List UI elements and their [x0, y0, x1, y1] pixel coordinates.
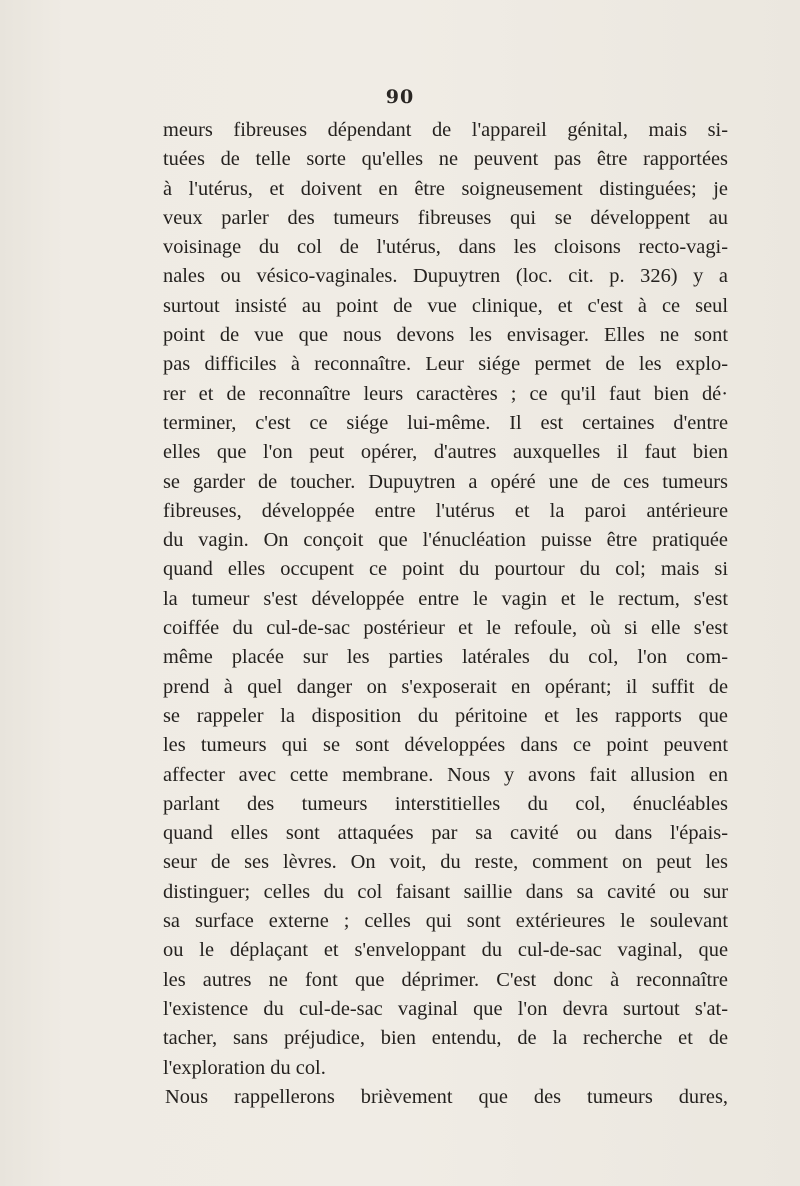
text-line: tacher, sans préjudice, bien entendu, de la recherche et de: [163, 1027, 728, 1050]
text-line: rer et de reconnaître leurs caractères ; ce qu'il faut bien dé·: [163, 382, 728, 405]
text-line: affecter avec cette membrane. Nous y avons fait allusion en: [163, 763, 728, 786]
page-number: 90: [385, 86, 415, 108]
text-line: prend à quel danger on s'exposerait en opérant; il suffit de: [163, 675, 728, 698]
text-line: elles que l'on peut opérer, d'autres auxquelles il faut bien: [163, 441, 728, 464]
text-line: ou le déplaçant et s'enveloppant du cul-de-sac vaginal, que: [163, 939, 728, 962]
text-line: tuées de telle sorte qu'elles ne peuvent pas être rapportées: [163, 148, 728, 171]
text-line: du vagin. On conçoit que l'énucléation puisse être pratiquée: [163, 529, 728, 552]
text-line: l'existence du cul-de-sac vaginal que l'on devra surtout s'at-: [163, 997, 728, 1020]
text-line: quand elles occupent ce point du pourtour du col; mais si: [163, 558, 728, 581]
text-line: se garder de toucher. Dupuytren a opéré une de ces tumeurs: [163, 470, 728, 493]
text-line: distinguer; celles du col faisant saillie dans sa cavité ou sur: [163, 880, 728, 903]
text-line: meurs fibreuses dépendant de l'appareil génital, mais si-: [163, 119, 728, 141]
text-line: coiffée du cul-de-sac postérieur et le refoule, où si elle s'est: [163, 617, 728, 640]
text-line: à l'utérus, et doivent en être soigneusement distinguées; je: [163, 177, 728, 200]
text-line: point de vue que nous devons les envisager. Elles ne sont: [163, 324, 728, 347]
text-line: même placée sur les parties latérales du col, l'on com-: [163, 646, 728, 669]
text-line: les autres ne font que déprimer. C'est donc à reconnaître: [163, 968, 728, 991]
text-line: nales ou vésico-vaginales. Dupuytren (loc. cit. p. 326) y a: [163, 265, 728, 288]
text-line: Nous rappellerons brièvement que des tumeurs dures,: [165, 1085, 728, 1108]
text-line: veux parler des tumeurs fibreuses qui se développent au: [163, 206, 728, 229]
text-line: terminer, c'est ce siége lui-même. Il est certaines d'entre: [163, 411, 728, 434]
text-line: parlant des tumeurs interstitielles du col, énucléables: [163, 792, 728, 815]
text-line: pas difficiles à reconnaître. Leur siége permet de les explo-: [163, 353, 728, 376]
text-line: l'exploration du col.: [163, 1056, 326, 1079]
text-line: sa surface externe ; celles qui sont extérieures le soulevant: [163, 910, 728, 933]
text-line: la tumeur s'est développée entre le vagin et le rectum, s'est: [163, 587, 728, 610]
text-line: fibreuses, développée entre l'utérus et la paroi antérieure: [163, 499, 728, 522]
text-line: les tumeurs qui se sont développées dans ce point peuvent: [163, 734, 728, 757]
text-line: quand elles sont attaquées par sa cavité ou dans l'épais-: [163, 822, 728, 845]
text-line: seur de ses lèvres. On voit, du reste, comment on peut les: [163, 851, 728, 874]
text-line: voisinage du col de l'utérus, dans les cloisons recto-vagi-: [163, 236, 728, 259]
text-line: se rappeler la disposition du péritoine et les rapports que: [163, 704, 728, 727]
text-line: surtout insisté au point de vue clinique, et c'est à ce seul: [163, 294, 728, 317]
body-text: [163, 116, 728, 1112]
